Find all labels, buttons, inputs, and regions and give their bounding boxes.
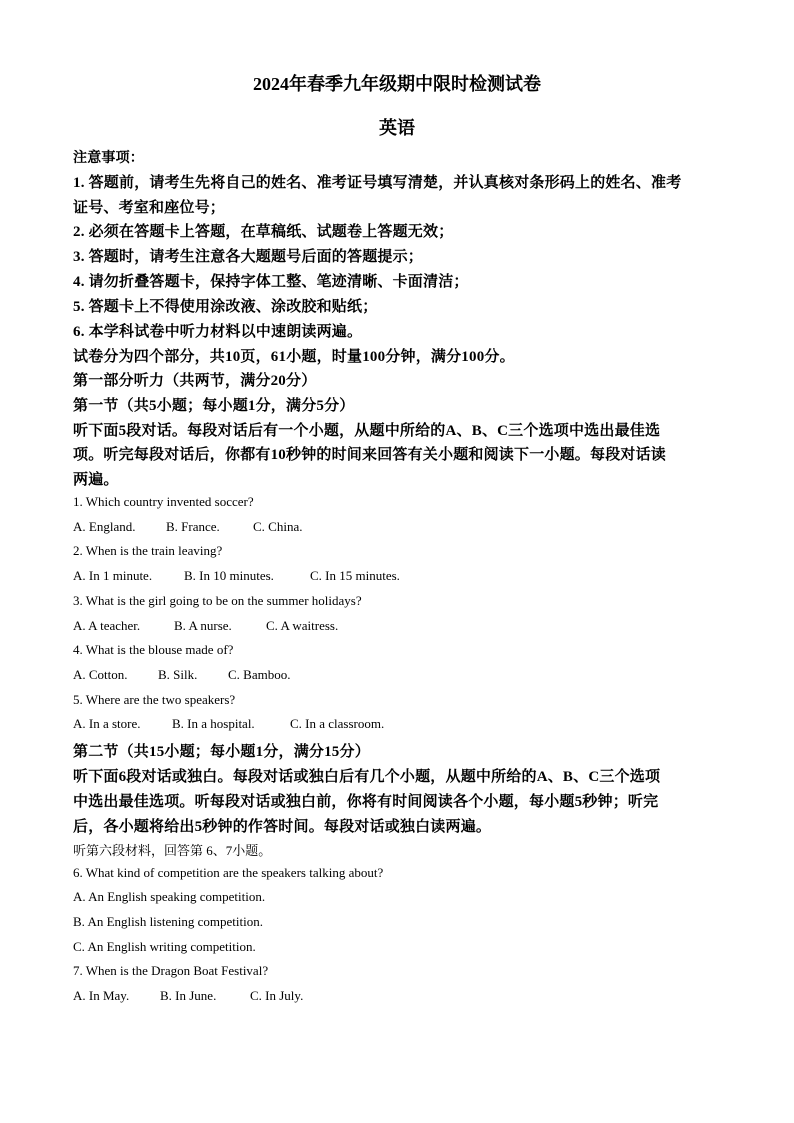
question-3-options — [73, 618, 338, 634]
option-a: A. In 1 minute. — [73, 568, 153, 583]
section1-instructions-line-2: 项。听完每段对话后，你都有10秒钟的时间来回答有关小题和阅读下一小题。每段对话读 — [73, 447, 667, 463]
option-a: A. Cotton. — [73, 667, 128, 682]
option-b: B. France. — [166, 519, 220, 534]
notice-item-4: 4. 请勿折叠答题卡，保持字体工整、笔迹清晰、卡面清洁； — [73, 274, 469, 290]
material-6-note: 听第六段材料，回答第 6、7小题。 — [73, 843, 272, 858]
option-a: A. England. — [73, 519, 136, 534]
question-6-option-a: A. An English speaking competition. — [73, 889, 266, 904]
section2-instructions-line-2: 中选出最佳选项。听每段对话或独白前，你将有时间阅读各个小题，每小题5秒钟；听完 — [73, 794, 659, 810]
question-4: 4. What is the blouse made of? — [73, 642, 234, 657]
option-b: B. A nurse. — [174, 618, 232, 633]
question-7: 7. When is the Dragon Boat Festival? — [73, 963, 269, 978]
question-4-options — [73, 667, 290, 683]
option-a: A. In a store. — [73, 716, 141, 731]
option-b: B. In June. — [160, 988, 217, 1003]
notice-heading: 注意事项： — [73, 151, 144, 166]
section2-heading: 第二节（共15小题；每小题1分，满分15分） — [73, 744, 370, 760]
question-5-options — [73, 716, 384, 732]
option-a: A. In May. — [73, 988, 130, 1003]
question-6: 6. What kind of competition are the speakers talking about? — [73, 865, 384, 880]
question-7-options — [73, 988, 303, 1004]
option-b: B. In a hospital. — [172, 716, 255, 731]
subject-title: 英语 — [379, 118, 415, 138]
question-2: 2. When is the train leaving? — [73, 543, 223, 558]
part1-heading: 第一部分听力（共两节，满分20分） — [73, 373, 317, 389]
section1-instructions-line-3: 两遍。 — [73, 472, 119, 488]
question-3: 3. What is the girl going to be on the summer holidays? — [73, 593, 362, 608]
question-5: 5. Where are the two speakers? — [73, 692, 236, 707]
question-2-options — [73, 568, 400, 584]
section1-heading: 第一节（共5小题；每小题1分，满分5分） — [73, 398, 355, 414]
exam-summary: 试卷分为四个部分，共10页，61小题，时量100分钟，满分100分。 — [73, 349, 515, 365]
notice-item-3: 3. 答题时，请考生注意各大题题号后面的答题提示； — [73, 249, 424, 265]
option-c: C. In a classroom. — [290, 716, 385, 731]
option-c: C. Bamboo. — [228, 667, 291, 682]
option-b: B. In 10 minutes. — [184, 568, 274, 583]
notice-item-5: 5. 答题卡上不得使用涂改液、涂改胶和贴纸； — [73, 299, 378, 315]
option-a: A. A teacher. — [73, 618, 141, 633]
question-6-option-c: C. An English writing competition. — [73, 939, 256, 954]
notice-item-1-line-1: 1. 答题前，请考生先将自己的姓名、准考证号填写清楚，并认真核对条形码上的姓名、准考 — [73, 175, 682, 191]
section2-instructions-line-3: 后，各小题将给出5秒钟的作答时间。每段对话或独白读两遍。 — [73, 819, 492, 835]
question-1: 1. Which country invented soccer? — [73, 494, 254, 509]
notice-item-6: 6. 本学科试卷中听力材料以中速朗读两遍。 — [73, 324, 363, 340]
section2-instructions-line-1: 听下面6段对话或独白。每段对话或独白后有几个小题，从题中所给的A、B、C三个选项 — [73, 769, 661, 785]
option-b: B. Silk. — [158, 667, 198, 682]
option-c: C. A waitress. — [266, 618, 339, 633]
question-1-options — [73, 519, 302, 535]
question-6-option-b: B. An English listening competition. — [73, 914, 263, 929]
section1-instructions-line-1: 听下面5段对话。每段对话后有一个小题，从题中所给的A、B、C三个选项中选出最佳选 — [73, 423, 661, 439]
option-c: C. China. — [253, 519, 303, 534]
option-c: C. In 15 minutes. — [310, 568, 400, 583]
option-c: C. In July. — [250, 988, 304, 1003]
notice-item-1-line-2: 证号、考室和座位号； — [73, 200, 226, 216]
notice-item-2: 2. 必须在答题卡上答题，在草稿纸、试题卷上答题无效； — [73, 224, 454, 240]
exam-title: 2024年春季九年级期中限时检测试卷 — [253, 74, 541, 94]
